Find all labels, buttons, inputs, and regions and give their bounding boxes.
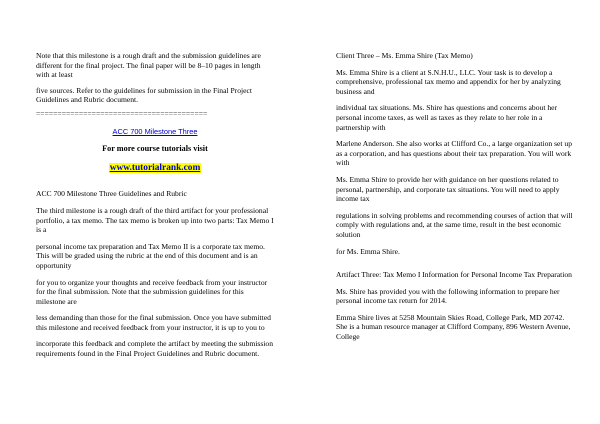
- body-paragraph-5: incorporate this feedback and complete the artifact by meeting the submission requirements found in the Final Project Guidelines and Rubric document.: [36, 339, 274, 359]
- artifact-heading: Artifact Three: Tax Memo I Information for Personal Income Tax Preparation: [336, 270, 572, 280]
- client-paragraph-1: Ms. Emma Shire is a client at S.N.H.U., LLC. Your task is to develop a comprehensive, professional tax memo and appendix for her by analyzing business and: [336, 67, 561, 96]
- guidelines-heading: ACC 700 Milestone Three Guidelines and Rubric: [36, 189, 187, 199]
- body-paragraph-2: personal income tax preparation and Tax Memo II is a corporate tax memo. This will be graded using the rubric at the end of this document and is an opportunity: [36, 241, 265, 270]
- artifact-paragraph-1: Ms. Shire has provided you with the following information to prepare her personal income tax return for 2014.: [336, 286, 560, 306]
- body-paragraph-4: less demanding than those for the final submission. Once you have submitted this milestone and received feedback from your instructor, it is up to you to: [36, 313, 271, 332]
- right-page: [300, 0, 600, 424]
- sources-note: five sources. Refer to the guidelines for submission in the Final Project Guidelines and Rubric document.: [36, 85, 252, 105]
- client-paragraph-5: regulations in solving problems and recommending courses of action that will comply with regulations and, at the same time, result in the best economic solution: [336, 210, 573, 239]
- artifact-paragraph-2: Emma Shire lives at 5258 Mountain Skies Road, College Park, MD 20742. She is a human resource manager at Clifford Company, 896 Western Avenue, College: [336, 312, 571, 342]
- client-paragraph-6: for Ms. Emma Shire.: [336, 246, 400, 256]
- client-paragraph-4: Ms. Emma Shire to provide her with guidance on her questions related to personal, partnership, and corporate tax situations. You will need to apply income tax: [336, 174, 560, 204]
- milestone-note: Note that this milestone is a rough draft and the submission guidelines are different for the final project. The final paper will be 8–10 pages in length with at least: [36, 51, 261, 80]
- tutorialrank-link[interactable]: [36, 163, 274, 174]
- client-heading: Client Three – Ms. Emma Shire (Tax Memo): [336, 51, 473, 60]
- promo-text: For more course tutorials visit: [102, 144, 208, 154]
- body-paragraph-3: for you to organize your thoughts and receive feedback from your instructor for the final submission. Note that the submission guidelines for this milestone are: [36, 277, 268, 306]
- tutorialrank-url[interactable]: www.tutorialrank.com: [109, 162, 201, 173]
- separator-rule: ========================================: [36, 108, 208, 118]
- right-column: [336, 51, 576, 349]
- left-column: [36, 51, 274, 366]
- client-paragraph-3: Marlene Anderson. She also works at Clifford Co., a large organization set up as a corporation, and has questions about their tax preparation. You will work with: [336, 139, 572, 168]
- client-paragraph-2: individual tax situations. Ms. Shire has questions and concerns about her personal income taxes, as well as taxes as they relate to her role in a partnership with: [336, 103, 558, 132]
- milestone-link[interactable]: ACC 700 Milestone Three: [112, 126, 198, 136]
- body-paragraph-1: The third milestone is a rough draft of the third artifact for your professional portfolio, a tax memo. The tax memo is broken up into two parts: Tax Memo I is a: [36, 205, 274, 235]
